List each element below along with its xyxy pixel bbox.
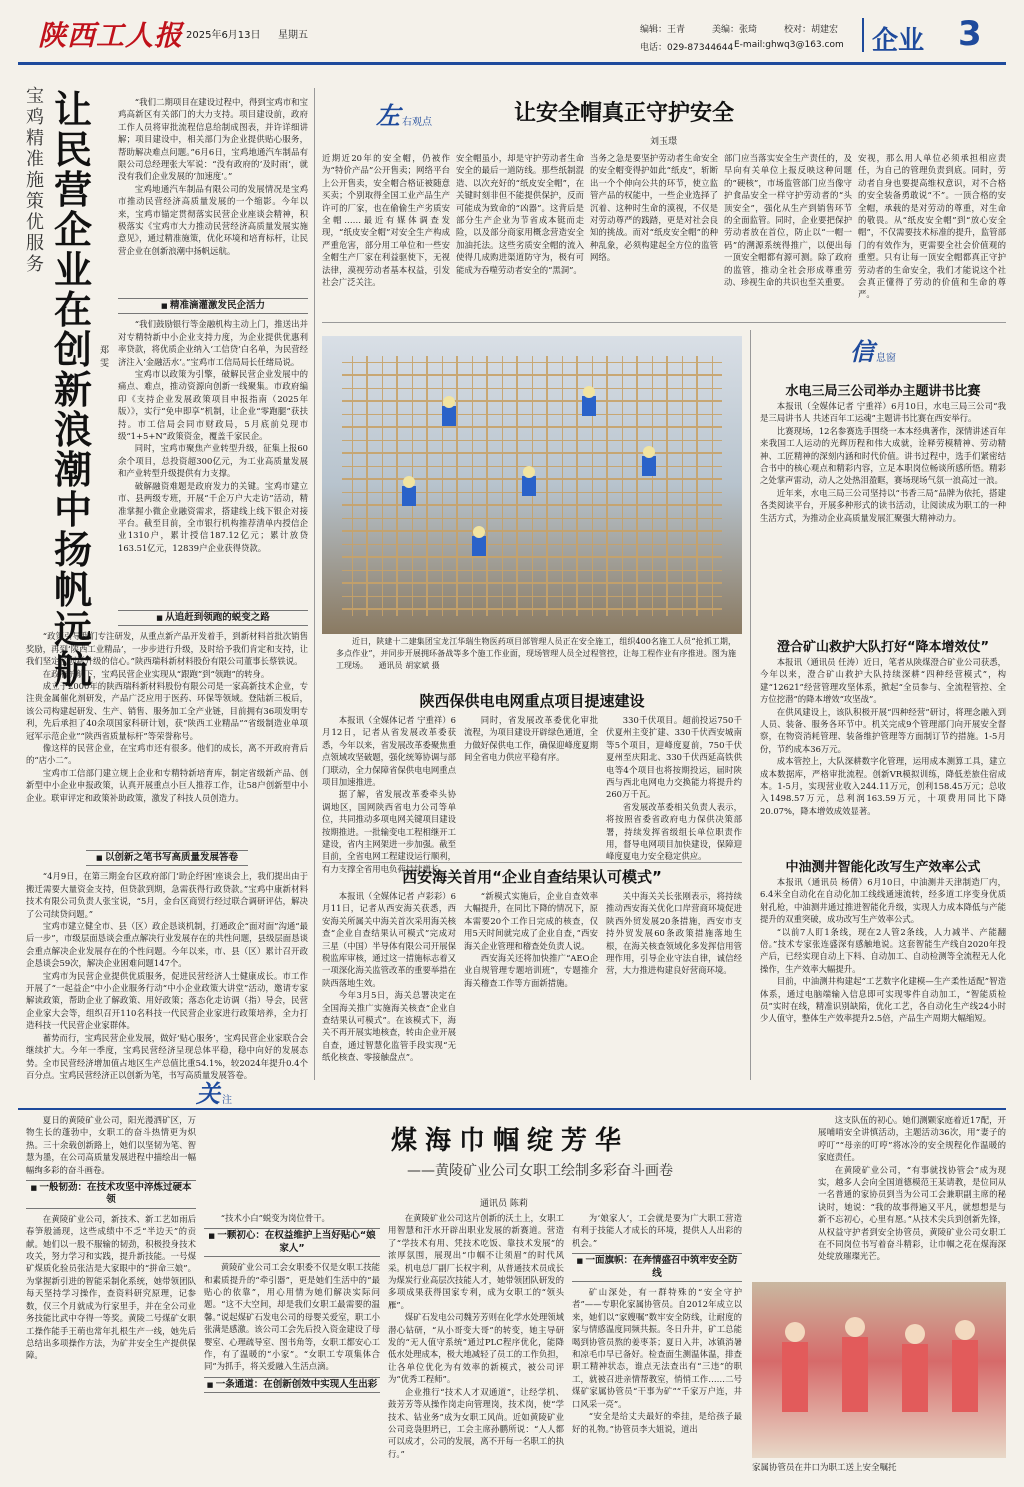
- news2-col2: [464, 890, 598, 1080]
- opinion-column: 近期近20年的安全帽，仍被作为“特价产品”公开售卖；网络平台上公开售卖，安全帽合格证被随意买卖；个别取得全国工业产品生产许可的厂家，也在偷偷生产劣质安全帽……最近有媒体调查发现，“纸皮安全帽”对安全生产构成严重危害，部分用工单位和一些安全帽生产厂家在利益驱使下，无视法律，漠视劳动者基本权益，引发社会广泛关注。: [322, 153, 450, 288]
- editor-credit: 编辑：王青: [640, 25, 686, 35]
- info3-paragraph: 本报讯（通讯员 杨倩）6月10日，中油测井天津制造厂内，6.4米全自动化在自动化加工线线通速流转，经多道工序变身优质射孔枪，中油测井通过推进智能化升级，实现人力成本降低与产能提升的双重突破，成功改写生产效率公式。: [760, 877, 1006, 925]
- opinion-author: 刘玉璟: [650, 137, 678, 147]
- opinion-headline: 让安全帽真正守护安全: [514, 101, 735, 126]
- opinion-column: 当务之急是要坚护劳动者生命安全的安全帽变得护如此“纸皮”，斩断出一个个伸向公共的环节，使立监管产品的权能中，一些企业选择了沉着、这种时生命的漠视，不仅是对劳动尊严的践踏，更是对社会良知的挑战。而对“纸皮安全帽”的种种乱象，必须构建起全方位的监管网络。: [590, 153, 718, 263]
- feature-rule: [18, 1108, 1006, 1110]
- feature-paragraph: “技术小白”蜕变为岗位骨干。: [220, 1213, 330, 1223]
- lead-paragraph: 蓄势而行，宝鸡民营企业发展，做好‘贴心服务’，宝鸡民营企业家联合会继续扩大。今年一季度，宝鸡民营经济呈现总体平稳，稳中向好的发展态势。全市民营经济增加值占地区生产总值比重54.1%，较2024年提升0.4个百分点。宝鸡民营经济正以创新为笔，书写高质量发展答卷。: [26, 1032, 308, 1080]
- lead-paragraph: “我们鼓励银行等金融机构主动上门，推送出并对专精特新中小企业支持力度，为企业提供优惠利率贷款，将优质企业纳入‘工信贷’白名单，为民营经济注入‘金融活水’。”宝鸡市工信局局长任绪局说。: [118, 319, 308, 367]
- lead-paragraph: “政策引导我们专注研发，从重点新产品开发着手，到新材料首批次销售奖励，再到‘陕西工业精品’，一步步进行升级，及时给予我们肯定和支持，让我们坚定了创新升级的信心。”陕西瑞科新材料股份有限公司董事长蔡铁说。: [26, 631, 308, 667]
- paper-name: 陕西工人报: [38, 19, 184, 52]
- opinion-tag-big: 左: [376, 101, 400, 130]
- info-tag-big: 信: [850, 337, 874, 366]
- lead-author: [100, 345, 112, 371]
- feature-subhead: ■ 一般韧劲：在技术攻坚中淬炼过硬本领: [26, 1180, 196, 1209]
- news1-paragraph: 同时，省发展改革委优化审批流程，为项目建设开辟绿色通道，全力做好保供电工作，确保迎峰度夏期间全省电力供应平稳有序。: [464, 715, 598, 763]
- news2-paragraph: 本报讯（全媒体记者 卢彩彩）6月11日，记者从西安海关获悉，西安海关所属关中海关首次采用海关核查“企业自查结果认可模式”完成对三星（中国）半导体有限公司开展保税监库审核，通过这一措施标志着又一项深化海关监管改革的重要举措在陕西落地生效。: [322, 891, 456, 988]
- info1-paragraph: 近年来，水电三局三公司坚持以“书香三局”品牌为依托，搭建各类阅读平台，开展多种形式的读书活动，让阅读成为职工的一种生活方式，为推动企业高质量发展汇聚强大精神动力。: [760, 487, 1006, 523]
- feature-photo-caption: 家属协管员在井口为职工送上安全嘱托: [752, 1463, 897, 1473]
- lead-section3: [26, 846, 308, 1082]
- feature-col1: [26, 1114, 196, 1480]
- lead-intro-paragraph: 宝鸡地通汽车制品有限公司的发展情况是宝鸡市推动民营经济高质量发展的一个缩影。今年以来，宝鸡市锚定贯彻落实民营企业座谈会精神，积极落实《宝鸡市大力推动民营经济高质量发展实施意见》，通过精准施策，优化环境和培育标杆，让民营企业在创新浪潮中扬帆远航。: [118, 183, 308, 256]
- feature-paragraph: 煤矿石发电公司魏芳芳则在化学水处理领域潜心钻研，“从小哥变大哥”的转变，她主导研发的“无人值守系统”通过PLC程序优化，能降低水处理成本，极大地减轻了员工的工作负担，让各单位优化为有效率的新模式，被公司评为“优秀工程师”。: [388, 1312, 564, 1385]
- feature-paragraph: 矿山深处，有一群特殊的“安全守护者”——专职化家属协管员。自2012年成立以来，她们以“家嫂嘱”数牢安全防线，让耐度的家与情感温度同频共振。冬日升井，矿工总能喝到协管员熬的姜枣茶；夏日入井，冰镇消暑和凉毛巾早已备好。检查面生测温体温，排查职工精神状态，谁点无法查出有“三违”的职工，就被召进亲情帮教室，悄悄工作……二号煤矿家属协管员“干事为矿”“千家万户连，井口风采一亮”。: [572, 1287, 742, 1409]
- lead-paragraph: 在政府护航下，宝鸡民营企业实现从“跟跑”到“领跑”的转身。: [42, 668, 270, 679]
- contact-email: E-mail:ghwq3@163.com: [734, 40, 844, 50]
- feature-paragraph: 夏日的黄陵矿业公司，阳光漫洒矿区，万物生长的蓬勃中，女职工的奋斗热情更为炽热。三十余载创新路上，她们以坚韧为笔、智慧为墨，在公司高质量发展进程中描绘出一幅幅绚多彩的奋斗画卷。: [26, 1115, 196, 1175]
- feature-tag-big: 关: [196, 1079, 220, 1108]
- proof-credit: 校对：胡建宏: [784, 25, 839, 35]
- lead-paragraph: “4月9日，在第三期金台区政府部门‘助企纾困’座谈会上，我们提出由于搬迁需要大量资金支持，但贷款到期，急需获得行政贷款。”宝鸡中康新材料技术有限公司负责人张宝说，“5月，金台区商贸行经过联合调研评估，解决了公司续贷问题。”: [26, 871, 308, 919]
- news1-paragraph: 省发展改革委相关负责人表示，将按照省委省政府电力保供决策部署，持续发挥省级组长单位职责作用，督导电网项目加快建设，保障迎峰度夏电力安全稳定供应。: [606, 801, 742, 862]
- masthead: [0, 0, 1024, 64]
- info1-body: [760, 400, 1006, 624]
- feature-col5: [818, 1114, 1006, 1276]
- lead-section2: [26, 606, 308, 846]
- lead-subhead: ■ 以创新之笔书写高质量发展答卷: [86, 850, 248, 866]
- lead-paragraph: 成立于2000年的陕西瑞科新材料股份有限公司是一家高新技术企业，专注贵金属催化剂研发，产品广泛应用于医药、环保等领域。登陆新三板后，该公司构建起研发、生产、销售、服务加工全产业链，目前拥有36项发明专利，先后承担了40余项国家科研计划，获“陕西工业精品”“省级制造业单项冠军示范企业”“陕西省质量标杆”等荣誉称号。: [26, 681, 308, 741]
- feature-illustration: [752, 1282, 1006, 1458]
- feature-headline: 煤海巾帼绽芳华: [390, 1126, 629, 1156]
- info3-headline: 中油测井智能化改写生产效率公式: [785, 860, 981, 875]
- contact-phone: 电话：029-87344644: [640, 43, 734, 53]
- feature-subheadline: ——黄陵矿业公司女职工绘制多彩奋斗画卷: [407, 1163, 673, 1179]
- page-number: 3: [958, 14, 982, 54]
- feature-col2: [204, 1212, 380, 1480]
- info1-paragraph: 比赛现场，12名参赛选手围绕一本本经典著作，深情讲述百年来我国工人运动的光辉历程和伟大成就，诠释劳模精神、劳动精神、工匠精神的深刻内涵和时代价值。讲书过程中，选手们紧密结合书中的核心观点和精彩内容，立足本职岗位畅谈所感所悟。精彩之处掌声雷动，动人之处热泪盈眶，赛场现场气氛一浪高过一浪。: [760, 425, 1006, 486]
- lead-section1: [118, 294, 308, 606]
- feature-tag: [196, 1079, 232, 1108]
- news1-col2: [464, 714, 598, 856]
- news2-col1: [322, 890, 456, 1080]
- info3-body: [760, 876, 1006, 1080]
- feature-photo: [752, 1282, 1006, 1458]
- feature-paragraph: 在黄陵矿业公司，“有事就找协管会”成为现实，越多人会向全国道德模范王某请教，是位同从一名普通的家协员到当为公司工会兼职副主席的秘诀时，她说：“我的故事得遍又平凡，就想想是与新不忘初心，心里有愿。”从技术尖兵到创新先锋，从权益守护者到安全协管员，黄陵矿业公司女职工在不同岗位书写着奋斗精彩，让巾帼之花在煤海深处绽放璀璨光芒。: [818, 1164, 1006, 1262]
- masthead-rule: [18, 62, 1006, 65]
- news2-headline: 西安海关首用“企业自查结果认可模式”: [402, 868, 662, 886]
- issue-date: 2025年6月13日: [186, 30, 261, 41]
- info2-paragraph: 在供风建设上，该队积极开展“四种经营”研讨，将理念融入到人员、装备、服务各环节中。机关完成9个管理部门向开展安全督察，在物资消耗管理、装备维护管理等方面制订节约措施。1-5月份，节约成本36万元。: [760, 706, 1006, 754]
- news2-paragraph: 西安海关还将加快推广“AEO企业自规管理专题培训班”，专题推介海关稽查工作等方面新措施。: [464, 953, 598, 988]
- news1-paragraph: 330千伏项目。超前投运750千伏夏州主变扩建、330千伏西安城南等5个项目，迎峰度夏前，750千伏夏州至庆阳北、330千伏西延高铁供电等4个项目也将按期投运，届时陕西与西北电网电力交换能力将提升约260万千瓦。: [606, 715, 742, 800]
- news1-paragraph: 本报讯（全媒体记者 宁重祥）6月12日，记者从省发展改革委获悉，今年以来，省发展改革委聚焦重点领域攻坚破题，强化统筹协调与部门联动，全力保障省保供电电网重点项目加速推进。: [322, 715, 456, 788]
- lead-intro-paragraph: “我们二期项目在建设过程中，得到宝鸡市和宝鸡高新区有关部门的大力支持。项目建设前，政府工作人员将审批流程信息给制成图表，并许详细讲解；项目建设中，相关部门为企业提供贴心服务，帮助解决难点问题。”6月6日，宝鸡地通汽车制品有限公司总经理张大军说：“没有政府的‘及时雨’，就没有我们企业发展的‘加速度’。”: [118, 97, 308, 182]
- lead-paragraph: 破解融资难题是政府发力的关键。宝鸡市建立市、县两级专班，开展“千企万户大走访”活动，精准掌握小微企业融资需求，搭建线上线下银企对接平台。截至目前，全市银行机构推荐清单内授信企业1310户，累计授信187.12亿元；累计放贷163.51亿元，12839户企业获得贷款。: [118, 480, 308, 553]
- opinion-tag: [376, 101, 432, 130]
- info1-headline: 水电三局三公司举办主题讲书比赛: [785, 384, 981, 399]
- feature-byline: 通讯员 陈莉: [480, 1199, 528, 1209]
- feature-paragraph: 为‘娘家人’，工会就是要为广大职工营造有利于技能人才成长的环境，提供人人出彩的机会。”: [572, 1213, 742, 1248]
- lead-paragraph: 同时，宝鸡市聚焦产业转型升级，征集上报60余个项目，总投资超300亿元，为工业高质量发展和产业转型升级提供有力支撑。: [118, 443, 308, 479]
- feature-paragraph: “安全是给丈夫最好的牵挂，是给孩子最好的礼物。”协管员李大姐说，道出: [572, 1411, 742, 1434]
- info2-body: [760, 656, 1006, 848]
- lead-intro-column: [118, 96, 308, 294]
- info3-paragraph: “以前7人盯1条线，现在2人管2条线，人力减半、产能翻倍。”技术专家张连盛深有感触地说。这套智能生产线自2020年投产后，已经实现自动上下料、自动加工、自动检测等全流程无人化操作，生产效率大幅提升。: [760, 926, 1006, 974]
- lead-paragraph: 宝鸡市以政策为引擎，破解民营企业发展中的痛点、难点，推动资源向创新一线聚集。市政府编印《支持企业发展政策项目申报指南（2025年版）》，实行“免申即享”机制，让企业“零跑腿”获扶持。市工信局会同市财政局，5月底前兑现市级“1+5+N”政策资金，覆盖千家民企。: [118, 369, 308, 442]
- news1-headline: 陕西保供电电网重点项目提速建设: [419, 692, 645, 710]
- section-name: 企业: [872, 26, 925, 56]
- info-tag: [850, 337, 896, 366]
- lead-headline-text: 让民营企业在创新浪潮中扬帆远航: [54, 88, 93, 692]
- feature-col3: [388, 1212, 564, 1480]
- info2-paragraph: 本报讯（通讯员 任涛）近日，笔者从陕煤澄合矿业公司获悉，今年以来，澄合矿山救护大队持续深耕“四种经营模式”，构建“12621”经营管理攻坚体系，掀起“全员参与、全流程管控、全方位挖潜”的降本增效“攻坚战”。: [760, 657, 1006, 705]
- opinion-column: 安视，那么用人单位必须承担相应责任，为自己的管理负责到底。同时，劳动者自身也要提高维权意识，对不合格的安全装备勇敢说“不”。一顶合格的安全帽，承载的是对劳动的尊重，对生命的敬畏。从“纸皮安全帽”到“放心安全帽”，不仅需要技术标准的提升，监管部门的有效作为，更需要全社会价值观的重塑。只有让每一顶安全帽都真正守护劳动者的生命安全，我们才能说这个社会真正懂得了劳动的价值和生命的尊严。: [858, 153, 1006, 300]
- info3-paragraph: 目前，中油测井构建起“工艺数字化建模—生产柔性适配”智造体系，通过电脑端输入信息即可实现零件自动加工，“智能质检员”实时在线，精准识别缺陷，优化工艺，各自动化生产线24小时少人值守，整体生产效率提升2.5倍，产品生产周期大幅缩短。: [760, 976, 1006, 1024]
- lead-subhead: ■ 精准滴灌激发民企活力: [118, 298, 308, 314]
- lead-paragraph: 像这样的民营企业，在宝鸡市还有很多。他们的成长，离不开政府背后的“店小二”。: [26, 743, 308, 766]
- news1-col1: [322, 714, 456, 874]
- lead-author-text: 郑 雯: [100, 346, 110, 369]
- news2-paragraph: 关中海关关长张刚表示，将持续推动西安海关优化口岸营商环境促进陕西外贸发展20条措施，西安市支持外贸发展60条政策措施落地生根，在海关核查领域化多发挥信用管理作用，引导企业守法自律，诚信经营，大力推进构建良好营商环境。: [606, 891, 742, 976]
- column-divider: [314, 88, 315, 1080]
- designer-credit: 美编：张琦: [712, 25, 758, 35]
- feature-paragraph: 黄陵矿业公司工会女职委不仅是女职工技能和素质提升的“牵引器”，更是她们生活中的“最贴心的依靠”，用心用情为她们解决实际问题。“这不大空间，却是我们女职工最需要的温馨。”说起煤矿石发电公司的母婴关爱室，职工小张满是感激。该公司工会先后投入资金建设了母婴室、心理疏导室、图书角等，女职工都安心工作，有了温暖的“小家”。“女职工专项集体合同”为抓手，将关爱融入生活点滴。: [204, 1262, 380, 1372]
- info2-paragraph: 成本管控上，大队深耕数字化管理，运用成本测算工具，建立成本数据库，严格审批流程。创新VR模拟训练，降低差旅住宿成本。1-5月，实现营业收入244.11万元，创利158.45万元；总收入1498.57万元，总利润163.59万元，十项费用同比下降20.07%，降本增效成效显著。: [760, 756, 1006, 816]
- news1-col3: [606, 714, 742, 862]
- info2-headline: 澄合矿山救护大队打好“降本增效仗”: [776, 640, 990, 655]
- lead-paragraph: 宝鸡市为民营企业提供优质服务，促进民营经济人士健康成长。市工作开展了“一起益企”中小企业服务行动“中小企业政策大讲堂”活动，邀请专家解读政策，帮助企业了解政策、用好政策；落态化走访调（指）导会，民营企业家大会等，组织召开110名科技一代民营企业家进行政策培养，全力打造科技一代民营企业家群体。: [26, 970, 308, 1031]
- lead-headline: [54, 90, 98, 690]
- info1-paragraph: 本报讯（全媒体记者 宁重祥）6月10日，水电三局三公司“我是三局讲书人 共述百年工运魂”主题讲书比赛在西安举行。: [760, 401, 1006, 424]
- opinion-tag-small: 右观点: [402, 117, 432, 128]
- feature-subhead: ■ 一颗初心：在权益维护上当好贴心“娘家人”: [204, 1228, 380, 1257]
- feature-subhead: ■ 一面旗帜：在奔情盛召中筑牢安全防线: [572, 1253, 742, 1282]
- issue-weekday: 星期五: [278, 30, 308, 41]
- news2-paragraph: “新模式实施后，企业自查效率大幅提升，在同比下降的情况下，原本需要20个工作日完成的核查，仅用5天时间就完成了企业自查，”西安海关企业管理和稽查处负责人说。: [464, 891, 598, 951]
- feature-paragraph: 企业推行“技术人才双通道”，让经学机、鼓芳芳等从操作岗走向管理岗，技术岗，使“学技术、钻业务”成为女职工风尚。近如黄陵矿业公司竞袅胆坍已，工会主席孙鹏所说：“人人都可以成才，公司的发展，离不开每一名职工的执行。”: [388, 1386, 564, 1459]
- feature-tag-small: 注: [222, 1095, 232, 1106]
- section-divider: [862, 18, 864, 52]
- photo-credit: 通讯员 胡家斌 摄: [378, 661, 440, 670]
- opinion-column: 安全帽虽小，却是守护劳动者生命安全的最后一道防线。那些纸制混造、以次充好的“纸皮安全帽”，在关键时刻非但不能提供保护，反而可能成为致命的“凶器”。这背后是部分生产企业为节省成本铤而走险，以及部分商家用概念营造安全加油托法。这些劣质安全帽的流入使得几成购进渠道防守为，极有可能成为吞噬劳动者安全的“黑洞”。: [456, 153, 584, 275]
- lead-kicker-text: 宝鸡精准施策优服务: [26, 86, 44, 275]
- section-rule: [322, 322, 1006, 323]
- feature-paragraph: 在黄陵矿业公司，新技术、新工艺如雨后春笋般涌现，这些成绩中不乏“半边天”的贡献。她们以一股不服输的韧劲，积极投身技术攻关，努力学习和实践，提升新技能。一号煤矿煤质化验员张洁是大家眼中的“拼命三娘”。为掌握新引进的智能采制化系统，她带领团队每天坚持学习操作，查资料研究原理，记参数，仅三个月就成为行家里手，并在全公司业务技能比武中夺得一等奖。黄陵二号煤矿女职工操作能手王萌也常年扎根生产一线，她先后总结出多项操作方法，为矿井安全生产提供保障。: [26, 1213, 196, 1361]
- lead-paragraph: 宝鸡市建立健全市、县（区）政企恳谈机制，打通政企“面对面”沟通“最后一步”，市级层面恳谈会重点解决行业发展存在的共性问题，县级层面恳谈会重点解决企业发展存在的个性问题。今年以来，市、县（区）累计召开政企恳谈会59次，解决企业困难问题147个。: [26, 921, 308, 969]
- news1-paragraph: 据了解，省发展改革委牵头协调地区，国网陕西省电力公司等单位，共同推动多项电网关键项目建设按期推进。一批输变电工程相继开工建设，省内主网架进一步加强。截至目前，全省电网工程建设运行顺利，有力支撑全省用电负荷持续增长。: [322, 789, 456, 874]
- lead-paragraph: 宝鸡市工信部门建立规上企业和专精特新培育库，制定省级新产品、创新型中小企业申报政策，认真开展重点小巨人推荐工作，让58户创新型中小企业。联审评定和政策补助政策，激发了科技人员创造力。: [26, 767, 308, 803]
- scaffold-photo: [322, 336, 742, 634]
- scaffold-illustration: [322, 336, 742, 634]
- feature-col4: [572, 1212, 742, 1480]
- opinion-column: 部门应当落实安全生产责任的，及早向有关单位上报反映这种问题的“硬核”，市场监管部门应当像守护食品安全一样守护劳动者的“头顶安全”，强化从生产到销售环节的全面监管。同时，企业要把保护劳动者放在首位，防止以“一帽一码”的溯源系统得推广，以便出每一顶安全帽都有源可测。除了政府的监管，推动全社会形成尊重劳动、珍视生命的共识也至关重要。: [724, 153, 852, 288]
- section-rule: [322, 862, 742, 863]
- feature-subhead: ■ 一条通道：在创新创效中实现人生出彩: [204, 1377, 380, 1393]
- info-tag-small: 息窗: [876, 353, 896, 364]
- feature-paragraph: 在黄陵矿业公司这片创新的沃土上，女职工用智慧和汗水开辟出职业发展的新赛道。营造了“学技术有用、凭技术吃饭、靠技术发展”的浓厚氛围，展现出“巾帼不让须眉”的时代风采。机电总厂副厂长权宇利，从普通技术员成长为煤炭行业高层次技能人才，她带领团队研发的多项成果获得国家专利，成为女职工的“领头雁”。: [388, 1213, 564, 1310]
- lead-kicker: [26, 86, 48, 275]
- lead-subhead: ■ 从追赶到领跑的蜕变之路: [118, 610, 308, 626]
- column-divider: [750, 330, 751, 1080]
- photo-caption: 近日，陕建十二建集团宝龙江华瑞生物医药项目部管理人员正在安全施工，组织400名施工人员“抢抓工期，多点作业”，并同步开展拥环备战等多个施工作业面，现场管理人员全过程管控，让每工程作业有序推进。图为施工现场。: [336, 637, 736, 670]
- photo-caption-block: [336, 636, 736, 676]
- feature-paragraph: 这支队伍的初心。她们测颗家庭着近17配，开展哺哨安全讲慎活动，主题活动36次，用“妻子的哼叮”“母亲的叮哼”将冰冷的安全规程化作温暖的家庭责任。: [818, 1115, 1006, 1163]
- news2-col3: [606, 890, 742, 1080]
- news2-paragraph: 今年3月5日，海关总署决定在全国海关推广实施海关核查“企业自查结果认可模式”。在该模式下，海关不再开展实地核查，转由企业开展自查，通过智慧化监管手段实现“无纸化核查、零接触盘点”。: [322, 990, 456, 1063]
